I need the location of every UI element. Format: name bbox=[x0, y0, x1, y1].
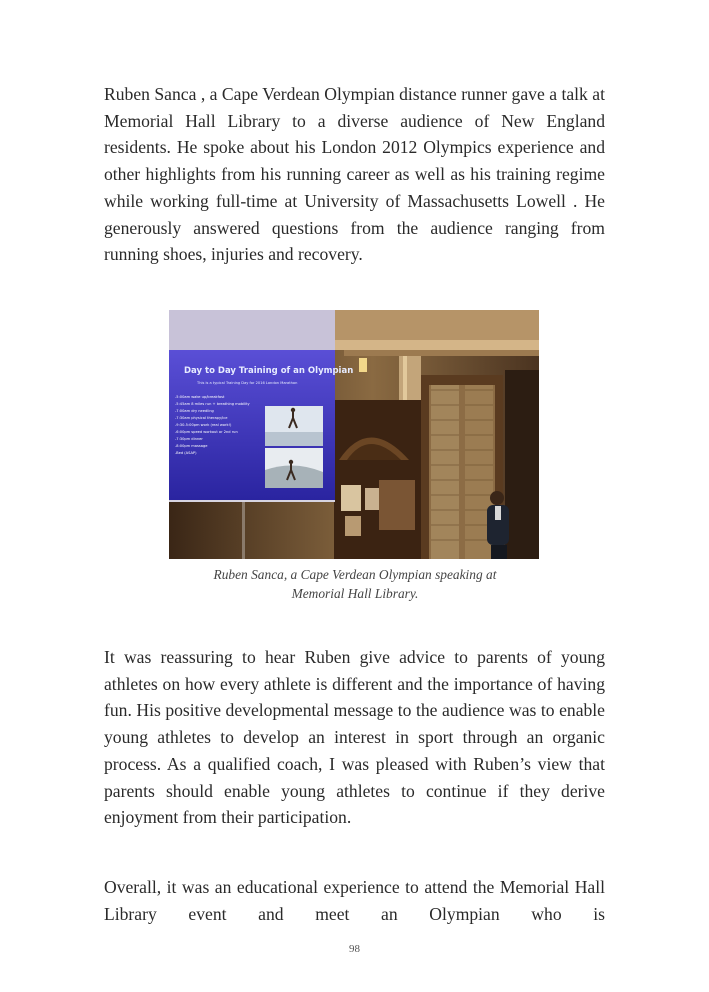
slide-title: Day to Day Training of an Olympian bbox=[184, 366, 354, 376]
figure-caption bbox=[150, 566, 560, 603]
paragraph-advice: It was reassuring to hear Ruben give advice to parents of young athletes on how every athlete is different and the importance of having fun. His positive developmental message to the audience was to enable young athletes to develop an interest in sport through an organic process. As a qualified coach, I was pleased with Ruben’s view that parents should enable young athletes to continue if they derive enjoyment from their participation. bbox=[104, 647, 605, 828]
paragraph-conclusion: Overall, it was an educational experience to attend the Memorial Hall Library event and meet an Olympian who is bbox=[104, 877, 605, 924]
slide-subtitle: This is a typical Training Day for 2016 London Marathon bbox=[197, 381, 298, 385]
paragraph-intro: Ruben Sanca , a Cape Verdean Olympian distance runner gave a talk at Memorial Hall Library to a diverse audience of New England residents. He spoke about his London 2012 Olympics experience and other highlights from his running career as well as his training regime while working full-time at University of Massachusetts Lowell . He generously answered questions from the audience ranging from running shoes, injuries and recovery. bbox=[104, 84, 605, 265]
slide-line: -Bed (ASAP) bbox=[175, 451, 197, 455]
slide-line: -7:00am dry needling bbox=[175, 409, 214, 413]
slide-line: -7:30am physical therapy/ice bbox=[175, 416, 228, 420]
slide-line: -5:00am wake up/breakfast bbox=[175, 395, 225, 399]
slide-line: -9:30-5:00pm work (real work!) bbox=[175, 423, 232, 427]
caption-line-1: Ruben Sanca, a Cape Verdean Olympian speaking at bbox=[213, 567, 497, 582]
slide-line: -5:45am 8 miles run + breathing mobility bbox=[175, 402, 250, 406]
event-photo bbox=[169, 310, 539, 559]
event-photo-illustration bbox=[169, 310, 539, 559]
slide-line: -8:00pm massage bbox=[175, 444, 208, 448]
page-number: 98 bbox=[349, 943, 360, 955]
slide-line: -7:30pm dinner bbox=[175, 437, 203, 441]
caption-line-2: Memorial Hall Library. bbox=[291, 585, 419, 601]
slide-line: -6:00pm speed workout or 2nd run bbox=[175, 430, 238, 434]
